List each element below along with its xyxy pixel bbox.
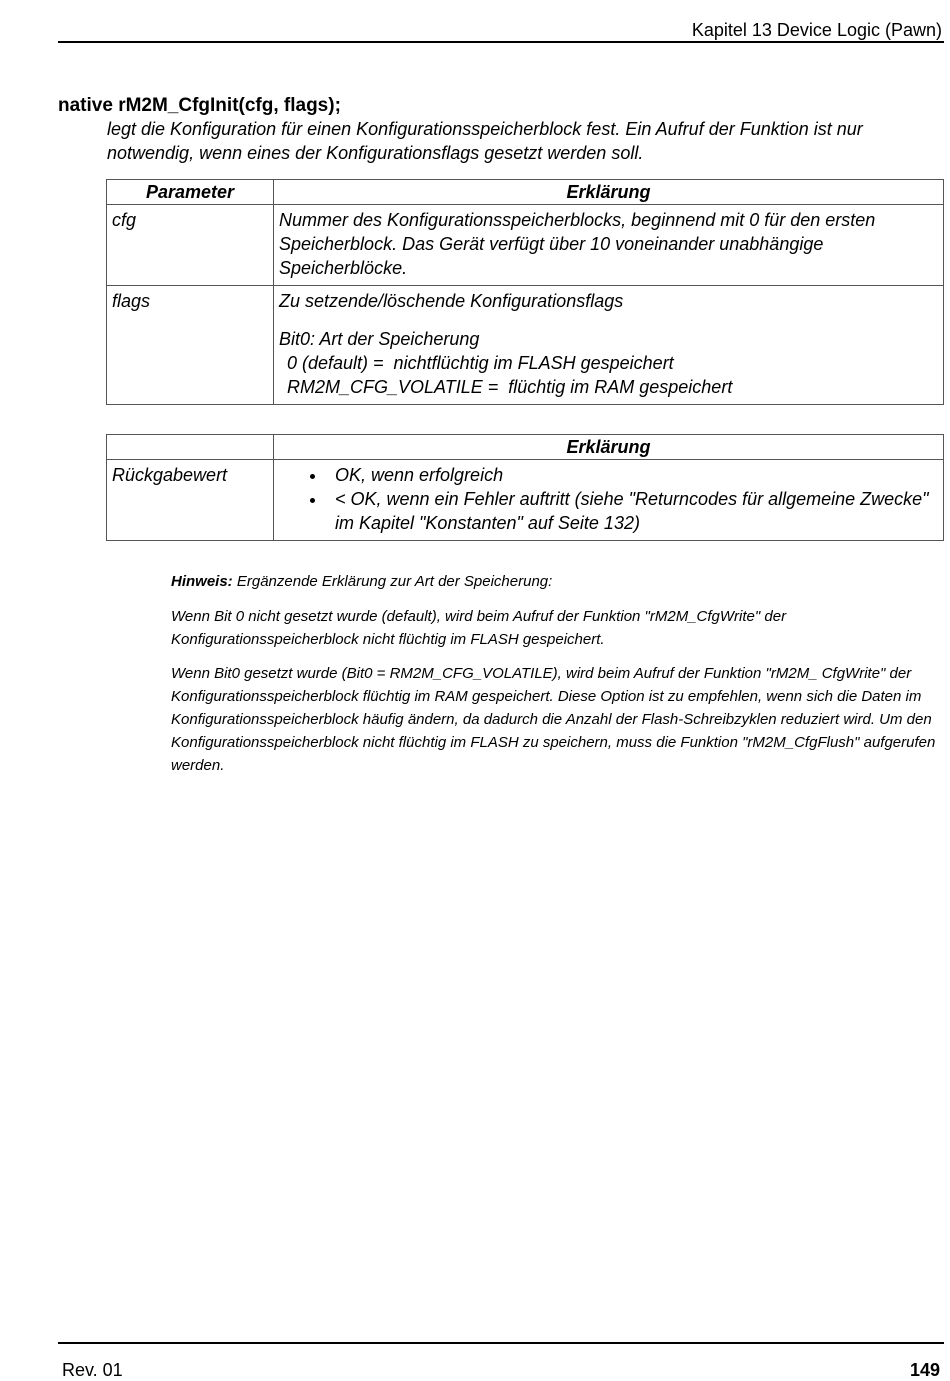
function-signature: native rM2M_CfgInit(cfg, flags); bbox=[58, 95, 341, 116]
flags-bit0-title: Bit0: Art der Speicherung bbox=[279, 329, 480, 349]
note-paragraph-1: Wenn Bit 0 nicht gesetzt wurde (default), wird beim Aufruf der Funktion "rM2M_CfgWrite" der Konfigurationsspeicherblock nicht flüchtig im FLASH gespeichert. bbox=[171, 608, 787, 648]
return-value-list bbox=[279, 463, 939, 535]
table-row bbox=[107, 205, 944, 286]
flags-bit0-option-default: 0 (default) = nichtflüchtig im FLASH gespeichert bbox=[287, 353, 674, 373]
list-item: OK, wenn erfolgreich bbox=[305, 463, 939, 487]
function-description: legt die Konfiguration für einen Konfigurationsspeicherblock fest. Ein Aufruf der Funktion ist nur notwendig, wenn eines der Konfigurationsflags gesetzt werden soll. bbox=[107, 119, 863, 163]
return-row-label: Rückgabewert bbox=[107, 460, 274, 541]
flags-description: Zu setzende/löschende Konfigurationsflags bbox=[279, 291, 624, 311]
return-explanation-column-header: Erklärung bbox=[274, 435, 944, 460]
parameter-explanation-flags bbox=[274, 286, 944, 405]
page-number: 149 bbox=[909, 1360, 940, 1380]
note-heading bbox=[171, 570, 946, 593]
return-explanation bbox=[274, 460, 944, 541]
parameter-table-header-row bbox=[107, 180, 944, 205]
list-item: < OK, wenn ein Fehler auftritt (siehe "Returncodes für allgemeine Zwecke" im Kapitel "Konstanten" auf Seite 132) bbox=[305, 487, 939, 535]
return-table-header-row bbox=[107, 435, 944, 460]
table-row bbox=[107, 460, 944, 541]
page-header-title: Kapitel 13 Device Logic (Pawn) bbox=[691, 20, 942, 40]
table-row bbox=[107, 286, 944, 405]
parameter-explanation-cfg: Nummer des Konfigurationsspeicherblocks, beginnend mit 0 für den ersten Speicherblock. Das Gerät verfügt über 10 voneinander unabhängige Speicherblöcke. bbox=[274, 205, 944, 286]
footer-divider bbox=[58, 1342, 944, 1344]
note-label: Hinweis: bbox=[171, 573, 233, 590]
return-empty-column-header bbox=[107, 435, 274, 460]
flags-bit0-option-volatile: RM2M_CFG_VOLATILE = flüchtig im RAM gespeichert bbox=[287, 377, 733, 397]
parameter-column-header: Parameter bbox=[107, 180, 274, 205]
explanation-column-header: Erklärung bbox=[274, 180, 944, 205]
parameter-name-flags: flags bbox=[107, 286, 274, 405]
note-intro: Ergänzende Erklärung zur Art der Speicherung: bbox=[232, 573, 553, 590]
header-divider bbox=[58, 41, 944, 43]
return-value-table bbox=[106, 434, 944, 541]
note-paragraph-2: Wenn Bit0 gesetzt wurde (Bit0 = RM2M_CFG_VOLATILE), wird beim Aufruf der Funktion "rM2M_ CfgWrite" der Konfigurationsspeicherblock flüchtig im RAM gespeichert. Diese Option ist zu empfehlen, wenn sich die Daten im Konfigurationsspeicherblock häufig ändern, da dadurch die Anzahl der Flash-Schreibzyklen reduziert wird. Um den Konfigurationsspeicherblock nicht flüchtig im FLASH zu speichern, muss die Funktion "rM2M_CfgFlush" aufgerufen werden. bbox=[171, 665, 936, 774]
parameter-table bbox=[106, 179, 944, 405]
parameter-name-cfg: cfg bbox=[107, 205, 274, 286]
footer-revision: Rev. 01 bbox=[62, 1360, 123, 1380]
